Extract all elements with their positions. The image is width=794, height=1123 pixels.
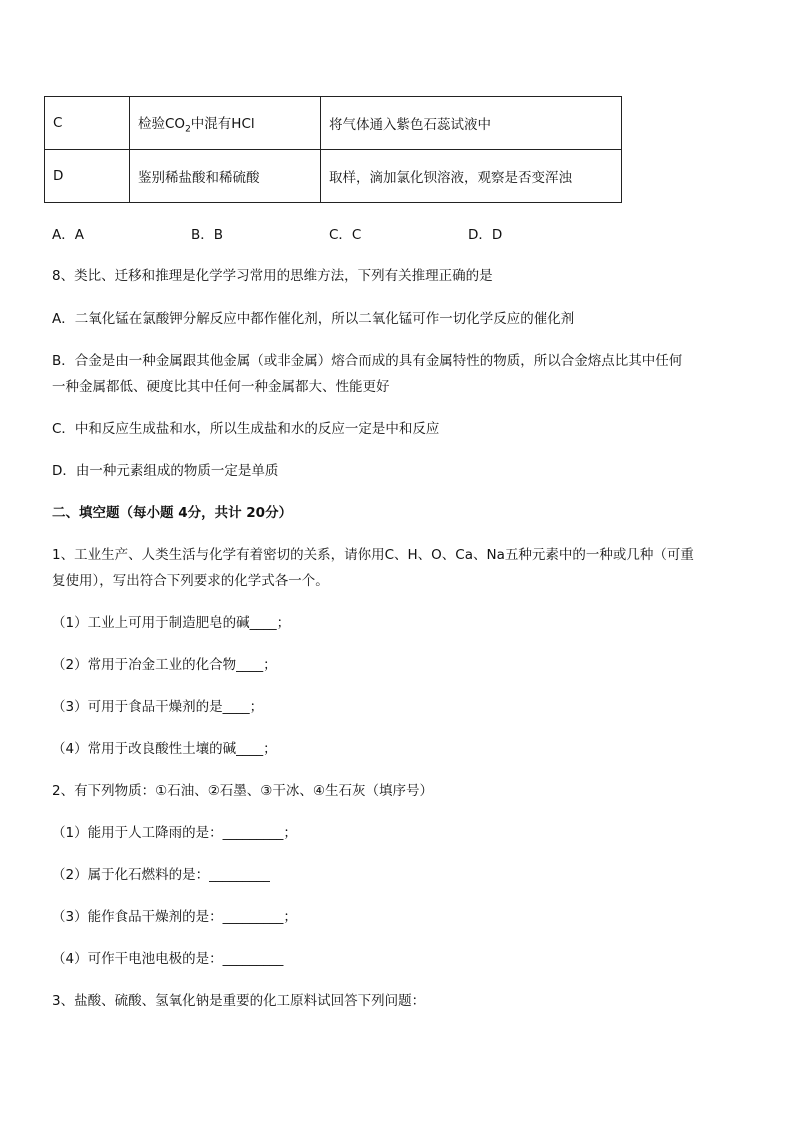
table-row bbox=[45, 150, 622, 203]
q2-item: （3）能作食品干燥剂的是：_________； bbox=[52, 909, 297, 925]
q1-item: （3）可用于食品干燥剂的是____； bbox=[52, 699, 264, 715]
options-table bbox=[44, 96, 622, 203]
q1-stem-line2: 复使用），写出符合下列要求的化学式各一个。 bbox=[52, 573, 329, 589]
section-heading: 二、填空题（每小题 4分，共计 20分） bbox=[52, 505, 293, 521]
q8-option-d: D．由一种元素组成的物质一定是单质 bbox=[52, 463, 279, 479]
answer-d: D．D bbox=[468, 227, 503, 243]
q1-stem-line1: 1、工业生产、人类生活与化学有着密切的关系，请你用C、H、O、Ca、Na五种元素中的一种或几种（可重 bbox=[52, 547, 694, 563]
q1-item: （4）常用于改良酸性土壤的碱____； bbox=[52, 741, 277, 757]
row-task: 鉴别稀盐酸和稀硫酸 bbox=[130, 150, 321, 203]
q2-item: （1）能用于人工降雨的是：_________； bbox=[52, 825, 297, 841]
table-row bbox=[45, 97, 622, 150]
row-method: 将气体通入紫色石蕊试液中 bbox=[321, 97, 622, 150]
q8-option-b-line2: 一种金属都低、硬度比其中任何一种金属都大、性能更好 bbox=[52, 379, 390, 395]
q8-stem: 8、类比、迁移和推理是化学学习常用的思维方法，下列有关推理正确的是 bbox=[52, 268, 493, 284]
row-method: 取样，滴加氯化钡溶液，观察是否变浑浊 bbox=[321, 150, 622, 203]
row-task: 检验$CO_2$中混有HCl bbox=[130, 97, 321, 150]
q1-item: （2）常用于冶金工业的化合物____； bbox=[52, 657, 277, 673]
q1-item: （1）工业上可用于制造肥皂的碱____； bbox=[52, 615, 291, 631]
q2-item: （2）属于化石燃料的是：_________ bbox=[52, 867, 270, 883]
q8-option-a: A．二氧化锰在氯酸钾分解反应中都作催化剂，所以二氧化锰可作一切化学反应的催化剂 bbox=[52, 311, 575, 327]
answer-c: C．C bbox=[329, 227, 362, 243]
q2-stem: 2、有下列物质：①石油、②石墨、③干冰、④生石灰（填序号） bbox=[52, 783, 433, 799]
q8-option-c: C．中和反应生成盐和水，所以生成盐和水的反应一定是中和反应 bbox=[52, 421, 440, 437]
q3-stem: 3、盐酸、硫酸、氢氧化钠是重要的化工原料试回答下列问题： bbox=[52, 993, 426, 1009]
answer-a: A．A bbox=[52, 227, 84, 243]
q2-item: （4）可作干电池电极的是：_________ bbox=[52, 951, 284, 967]
row-label: C bbox=[45, 97, 130, 150]
answer-b: B．B bbox=[191, 227, 224, 243]
row-label: D bbox=[45, 150, 130, 203]
q8-option-b-line1: B．合金是由一种金属跟其他金属（或非金属）熔合而成的具有金属特性的物质，所以合金熔点比其中任何 bbox=[52, 353, 683, 369]
